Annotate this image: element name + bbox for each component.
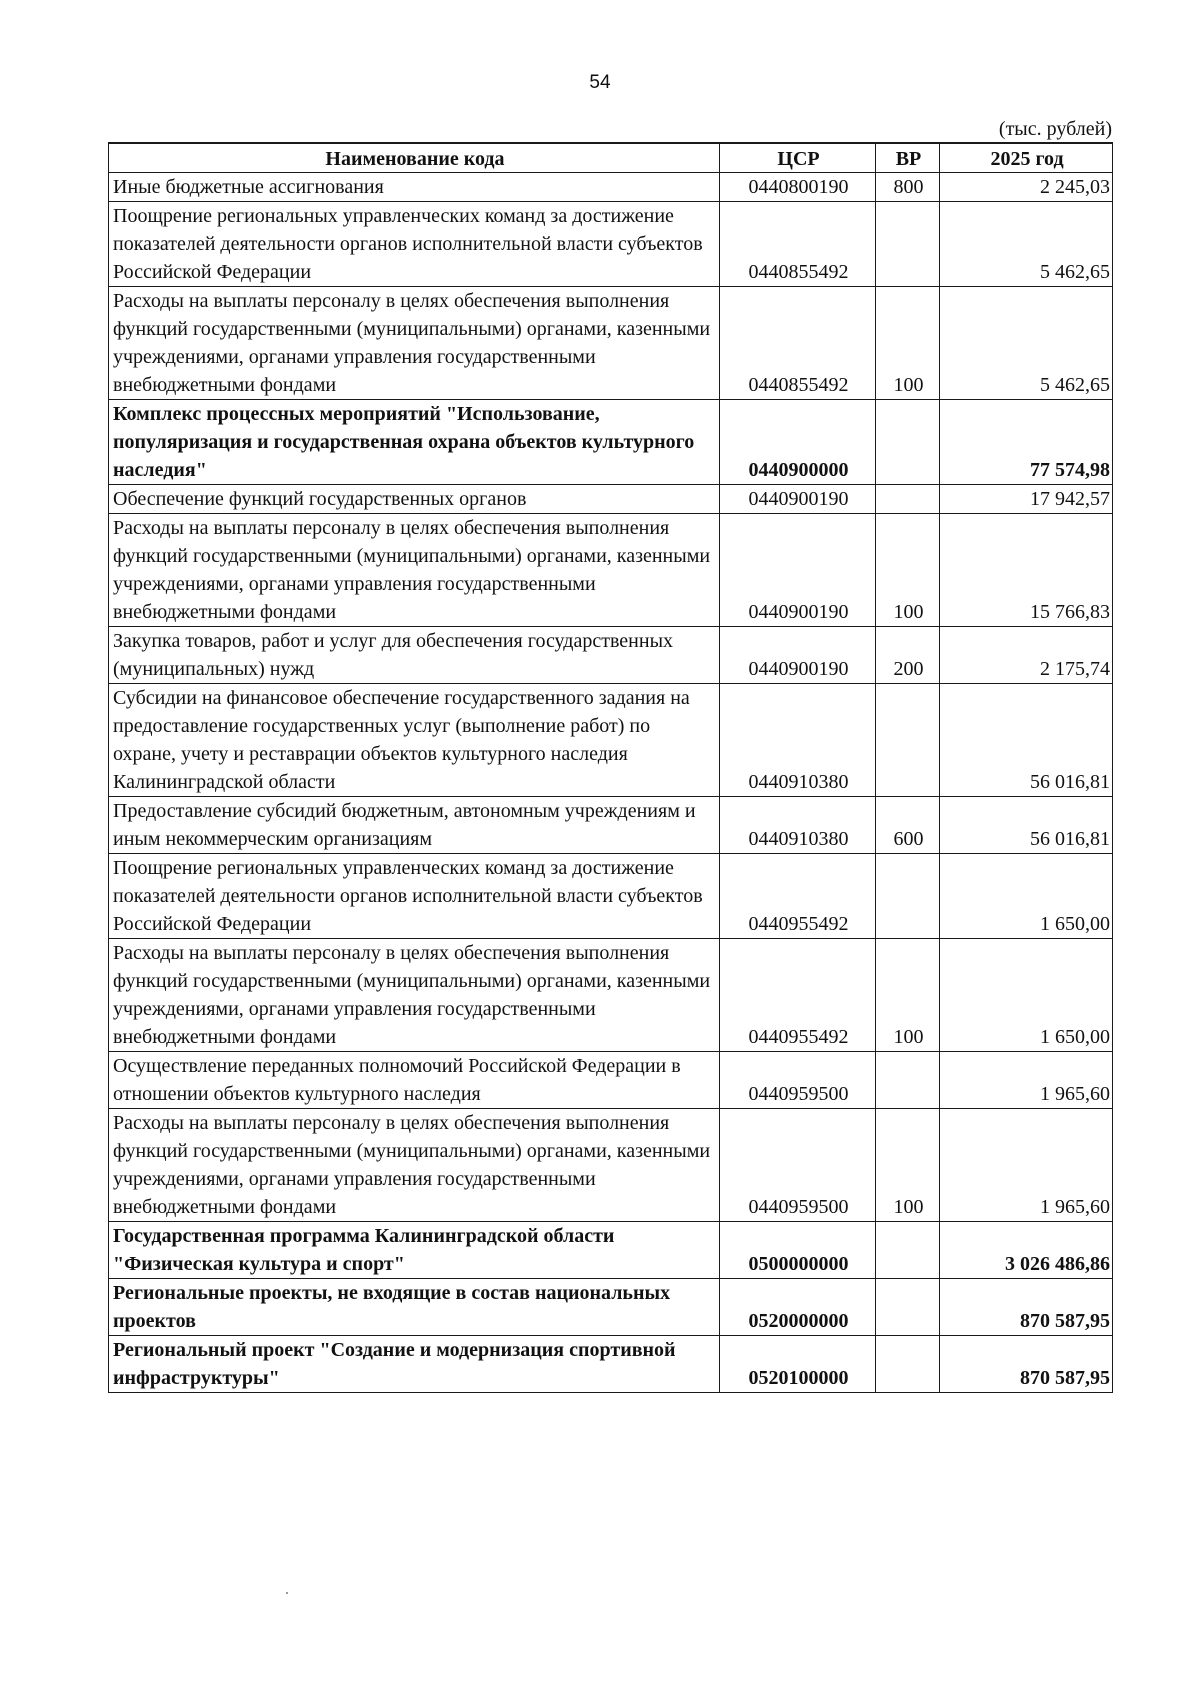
scan-speck bbox=[286, 1592, 288, 1594]
table-header-row bbox=[109, 143, 1113, 173]
table-row bbox=[109, 485, 1113, 514]
row-name-cell: Государственная программа Калининградской области "Физическая культура и спорт" bbox=[109, 1222, 720, 1279]
row-code-cell: 0440900000 bbox=[720, 400, 876, 485]
row-vr-cell bbox=[876, 1279, 940, 1336]
row-vr-cell bbox=[876, 485, 940, 514]
row-code-cell: 0500000000 bbox=[720, 1222, 876, 1279]
row-sum-cell: 1 965,60 bbox=[940, 1052, 1113, 1109]
row-code-cell: 0440955492 bbox=[720, 939, 876, 1052]
row-sum-cell: 17 942,57 bbox=[940, 485, 1113, 514]
row-sum-cell: 1 650,00 bbox=[940, 854, 1113, 939]
row-name-cell: Закупка товаров, работ и услуг для обеспечения государственных (муниципальных) нужд bbox=[109, 627, 720, 684]
row-code-cell: 0440959500 bbox=[720, 1109, 876, 1222]
row-name-cell: Осуществление переданных полномочий Российской Федерации в отношении объектов культурного наследия bbox=[109, 1052, 720, 1109]
row-sum-cell: 56 016,81 bbox=[940, 684, 1113, 797]
row-code-cell: 0440855492 bbox=[720, 287, 876, 400]
row-sum-cell: 1 965,60 bbox=[940, 1109, 1113, 1222]
row-code-cell: 0520100000 bbox=[720, 1336, 876, 1393]
table-row bbox=[109, 1052, 1113, 1109]
table-row bbox=[109, 684, 1113, 797]
row-vr-cell: 100 bbox=[876, 287, 940, 400]
row-name-cell: Иные бюджетные ассигнования bbox=[109, 173, 720, 202]
row-vr-cell bbox=[876, 1052, 940, 1109]
page-number: 54 bbox=[589, 72, 611, 93]
row-sum-cell: 2 245,03 bbox=[940, 173, 1113, 202]
row-vr-cell: 200 bbox=[876, 627, 940, 684]
row-sum-cell: 56 016,81 bbox=[940, 797, 1113, 854]
row-name-cell: Комплекс процессных мероприятий "Использование, популяризация и государственная охрана объектов культурного наследия" bbox=[109, 400, 720, 485]
row-code-cell: 0440900190 bbox=[720, 485, 876, 514]
row-vr-cell bbox=[876, 400, 940, 485]
row-name-cell: Региональный проект "Создание и модернизация спортивной инфраструктуры" bbox=[109, 1336, 720, 1393]
units-note: (тыс. рублей) bbox=[998, 118, 1112, 140]
budget-table bbox=[108, 142, 1113, 1393]
row-code-cell: 0520000000 bbox=[720, 1279, 876, 1336]
row-code-cell: 0440910380 bbox=[720, 797, 876, 854]
row-name-cell: Поощрение региональных управленческих команд за достижение показателей деятельности органов исполнительной власти субъектов Российской Федерации bbox=[109, 854, 720, 939]
header-vr: ВР bbox=[876, 143, 940, 173]
row-name-cell: Субсидии на финансовое обеспечение государственного задания на предоставление государственных услуг (выполнение работ) по охране, учету и реставрации объектов культурного наследия Калининградской области bbox=[109, 684, 720, 797]
row-name-cell: Расходы на выплаты персоналу в целях обеспечения выполнения функций государственными (муниципальными) органами, казенными учреждениями, органами управления государственными внебюджетными фондами bbox=[109, 939, 720, 1052]
row-name-cell: Поощрение региональных управленческих команд за достижение показателей деятельности органов исполнительной власти субъектов Российской Федерации bbox=[109, 202, 720, 287]
row-vr-cell bbox=[876, 1336, 940, 1393]
row-code-cell: 0440800190 bbox=[720, 173, 876, 202]
table-row bbox=[109, 627, 1113, 684]
row-code-cell: 0440855492 bbox=[720, 202, 876, 287]
row-name-cell: Предоставление субсидий бюджетным, автономным учреждениям и иным некоммерческим организациям bbox=[109, 797, 720, 854]
row-vr-cell bbox=[876, 1222, 940, 1279]
row-vr-cell: 600 bbox=[876, 797, 940, 854]
table-row bbox=[109, 202, 1113, 287]
table-row bbox=[109, 173, 1113, 202]
table-body bbox=[109, 173, 1113, 1393]
table-row bbox=[109, 854, 1113, 939]
row-vr-cell: 100 bbox=[876, 1109, 940, 1222]
row-sum-cell: 870 587,95 bbox=[940, 1279, 1113, 1336]
row-sum-cell: 3 026 486,86 bbox=[940, 1222, 1113, 1279]
row-name-cell: Обеспечение функций государственных органов bbox=[109, 485, 720, 514]
row-vr-cell: 800 bbox=[876, 173, 940, 202]
row-sum-cell: 870 587,95 bbox=[940, 1336, 1113, 1393]
header-year: 2025 год bbox=[940, 143, 1113, 173]
header-code: ЦСР bbox=[720, 143, 876, 173]
row-name-cell: Расходы на выплаты персоналу в целях обеспечения выполнения функций государственными (муниципальными) органами, казенными учреждениями, органами управления государственными внебюджетными фондами bbox=[109, 287, 720, 400]
table-row bbox=[109, 514, 1113, 627]
row-sum-cell: 2 175,74 bbox=[940, 627, 1113, 684]
row-vr-cell: 100 bbox=[876, 939, 940, 1052]
row-sum-cell: 5 462,65 bbox=[940, 287, 1113, 400]
table-row bbox=[109, 1109, 1113, 1222]
table-row bbox=[109, 287, 1113, 400]
row-vr-cell: 100 bbox=[876, 514, 940, 627]
header-name: Наименование кода bbox=[109, 143, 720, 173]
row-vr-cell bbox=[876, 854, 940, 939]
row-name-cell: Расходы на выплаты персоналу в целях обеспечения выполнения функций государственными (муниципальными) органами, казенными учреждениями, органами управления государственными внебюджетными фондами bbox=[109, 514, 720, 627]
table-row bbox=[109, 1222, 1113, 1279]
row-vr-cell bbox=[876, 684, 940, 797]
row-code-cell: 0440910380 bbox=[720, 684, 876, 797]
row-sum-cell: 5 462,65 bbox=[940, 202, 1113, 287]
row-code-cell: 0440900190 bbox=[720, 627, 876, 684]
row-sum-cell: 1 650,00 bbox=[940, 939, 1113, 1052]
row-sum-cell: 15 766,83 bbox=[940, 514, 1113, 627]
row-code-cell: 0440955492 bbox=[720, 854, 876, 939]
table-row bbox=[109, 1336, 1113, 1393]
table-row bbox=[109, 1279, 1113, 1336]
row-code-cell: 0440959500 bbox=[720, 1052, 876, 1109]
row-name-cell: Расходы на выплаты персоналу в целях обеспечения выполнения функций государственными (муниципальными) органами, казенными учреждениями, органами управления государственными внебюджетными фондами bbox=[109, 1109, 720, 1222]
row-sum-cell: 77 574,98 bbox=[940, 400, 1113, 485]
table-row bbox=[109, 797, 1113, 854]
row-vr-cell bbox=[876, 202, 940, 287]
row-name-cell: Региональные проекты, не входящие в состав национальных проектов bbox=[109, 1279, 720, 1336]
table-row bbox=[109, 939, 1113, 1052]
row-code-cell: 0440900190 bbox=[720, 514, 876, 627]
table-row bbox=[109, 400, 1113, 485]
